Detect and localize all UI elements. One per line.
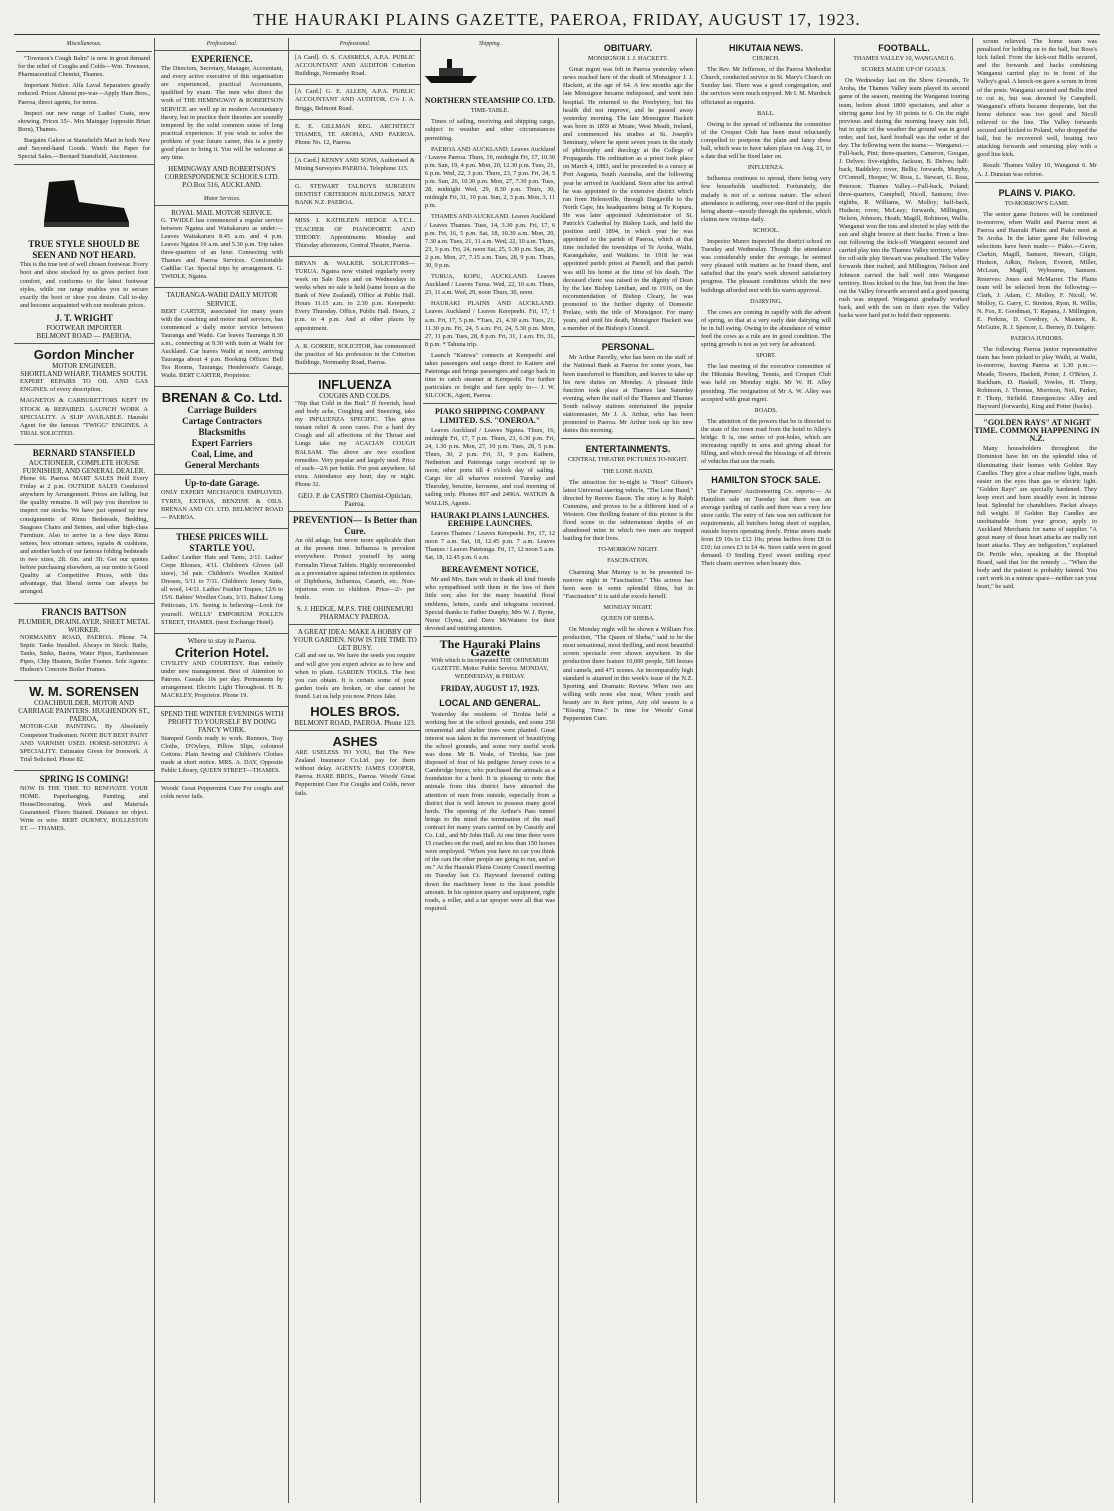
ad-name: BRENAN & Co. Ltd. (161, 390, 283, 406)
ad-gillman (289, 119, 421, 153)
ad-body: This is the true test of well chosen footwear. Every boot and shoe stocked by us gives perfect foot comfort, and conforms to the latest footwear styles, while our range enables you to secure exactly the boot or shoe you desire. Call to-day and become acquainted with our moderate prices. (20, 261, 149, 309)
ad-bargains: Bargains Galore at Stansfield's Mart in both New and Second-hand Goods. Watch the Paper for Special Sales.—Bernard Stansfield, Auctioneer. (18, 136, 150, 161)
ad-garage (155, 474, 289, 527)
divider (16, 51, 152, 52)
juniors-body: The following Paeroa junior representative team has been picked to play Waihi, at Waihi, to-morrow, leaving Paeroa at 1.30 p.m.:— Meade, Towers, Hackett, Potter, J. O'Brien, J. Rackham, D. Haskell, Vowles, H. Thorp, Robinson, J. Thomas, Morrison, Neil, Parker, F. Thorp, Sirfield. Emergencies: Alley and Hayward (forwards), King and Potter (backs). (977, 346, 1097, 410)
ad-bryan-walker (289, 256, 421, 339)
ad-ashes (289, 730, 421, 804)
ad-name: SPRING IS COMING! (39, 773, 129, 784)
personal-body: Mr Arthur Parrelly, who has been on the staff of the National Bank at Paeroa for some years, has been transferred to Hamilton, and leaves to take up his new duties on Monday. A pleasant little function took place at Thames last Saturday evening, when the staff of the Thames and Thames South railway stations entertained the popular stationmaster, Mr J. A. Arthur, who has been promoted to Paeroa. Mr Arthur took up his new duties this morning. (563, 354, 693, 435)
divider (423, 403, 557, 404)
film-title: FASCINATION. (607, 557, 649, 565)
plains-piako-body: The senior game fixtures will be continued to-morrow, when Waihi and Paeroa meet at Paeroa and Hauraki Plains and Piako meet at Te Aroha. In the latter game the following selections have been made:— Piako.—Gavin, Clarkin, Magill, Samson, Stewart, Gilgin, Hudson, Adkin, Nelson, Everett, Miller, McLean, Magill, Wybourne, Samson. Reserves: Jones and McMarrer. The Plains team will be selected from the following:— Clark, J. Adam, C. Molloy, F. Nicoll, W. Molloy, G. Garry, C. Stretton, Ryan, R. Willis, N. Fox, E. Goodman, T. Rapana, J. Millington, E. Perkins, D. Cowdrey, A. Masters, R. McGuire, R. J. Spencer, L. Berney, D. Dalgety. (977, 210, 1097, 332)
influenza-body: Influenza continues to spread, there being very few households unaffected. Fortunately, the malady is not of a serious nature. The school attendance is suffering, over one-third of the pupils being absent—mostly through the epidemic, which claims new victims daily. (701, 175, 831, 223)
ad-body: E. E. GILLMAN REG. ARCHITECT THAMES, TE AROHA, AND PAEROA. Phone No. 12, Paeroa. (295, 122, 415, 146)
boot-illustration (29, 172, 139, 232)
ad-influenza (289, 373, 421, 511)
section-heading: Motor Services. (203, 195, 241, 202)
ad-woods (155, 781, 289, 807)
ad-name: Gordon Mincher (33, 347, 135, 363)
gazette-nameplate: The Hauraki Plains Gazette (439, 636, 541, 659)
ad-body: [A Card]. O. S. CASSRELS, A.P.A. PUBLIC ACCOUNTANT AND AUDITOR Criterion Buildings, Normanby Road. (295, 54, 415, 78)
subhead-church: CHURCH. (752, 55, 780, 63)
ad-cassrels (289, 50, 421, 84)
local-general-body: Yesterday the residents of Tirohia held a working bee at the school grounds, and some 250 ornamental and shelter trees were planted. Great interest was taken in the movement of beautifying the school grounds, and some very useful work was done. Mr B. Veale, of Tirohia, has just disposed of four of his pedigree Jersey cows to a Cambridge buyer, who purchased the animals as a foundation for a herd. It is pleasing to note that animals from this district have attracted the attention of men from outside, especially from a district that is well known to possess many good herds. The opening of the Arthur's Pass tunnel brings to the mind the termination of the mail contract for many years carried on by Cassidy and Co. Ltd., and Mr John Hall. At one time there were 15 coaches on the road, and no less than 150 horses were employed. "When you have no car you think of the cars the other people are going to run, and so on." At the Hauraki Plains County Council meeting on Tuesday last Cr. Hayward favoured cutting down the machinery bone to the least possible amount. In his opinion quarry and equipment, right roads, a roller, and a tar sprayer were all that was required. (425, 710, 555, 912)
ad-body: Phone 66. Paeroa. MART SALES Held Every Friday at 2 p.m. OUTSIDE SALES Conducted anywhere by Arrangement. Prices are falling, but the quality remains. It will pay you therefore to inspect our stocks. We have just opened up new consignments of Rimu Bedsteads, Bedding, Seagrass Chairs and Settees, and other high-class Furniture. Also to arrive in a few days Rimu settees, box ottoman settees, squabs & cushions, and another batch of our famous folding bedsteads in two sizes, 2ft. 6in. and 3ft. Get our quotes before purchasing elsewhere, as our motto is Good Quality at Competitive Prices, with this advantage, that liberal terms can always be arranged. (20, 475, 149, 596)
ad-alfa-laval: Important Notice. Alfa Laval Separators greatly reduced. Prices Almost pre-war—Apply Hare Bros., Paeroa, direct agents, for terms. (18, 82, 150, 106)
column-hikutaia (696, 38, 835, 1503)
steamship-illustration (421, 54, 481, 86)
ad-body: MAGNETOS & CARBURETTORS KEPT IN STOCK & REPAIRED. LAUNCH WORK A SPECIALITY. A SLIP AVAILABLE. Hauraki Agent for the famous "TWIGG" ENGINES. A TRIAL SOLICITED. (20, 397, 148, 437)
ad-body: The Directors, Secretary, Manager, Accountant, and every active executive of this organisation are experienced, practical Accountants, qualified by exam. The men who direct the work of THE HEMINGWAY & ROBERTSON SERVICE are well up in modern Accountancy theory, but in practice their theories are soundly tempered by the solid common sense of long practical experience. If you wish to solve the problem of your future career, this is a pretty good place to bring it. You will be welcome at any time. (161, 65, 283, 162)
ad-subtitle: AUCTIONEER, COMPLETE HOUSE FURNISHER, AND GENERAL DEALER. (22, 458, 146, 475)
gazette-subtitle: With which is incorporated THE OHINEMURI GAZETTE. Motto: Public Service. MONDAY, WEDNESDAY, & FRIDAY. (431, 657, 549, 681)
subhead-roads: ROADS. (754, 406, 778, 414)
ad-body: "Nip that Cold in the Bud." If feverish, head and body ache, Coughing and Sneezing, take my INFLUENZA SPECIFIC. This gives instant relief & soon cures. For a hard dry Cough and all affections of the Throat and Lungs take my ACACIAN COUGH BALSAM. The above are two excellent remedies. Very popular and largely used. Price of each—2/6 per bottle. For post anywhere, 6d extra. Attendance any hour, day or night. Phone 32. (295, 400, 415, 488)
ad-name: ASHES (332, 734, 378, 750)
football-heading: FOOTBALL. (878, 43, 930, 53)
ad-name: J. T. WRIGHT (55, 312, 113, 323)
ad-name: ROYAL MAIL MOTOR SERVICE. (171, 208, 273, 217)
film-title: THE LONE HAND. (602, 467, 654, 475)
obituary-subject: MONSIGNOR J. J. HACKETT. (588, 55, 668, 63)
ad-coats: Inspect our new range of Ladies' Coats, now showing. Prices 35/-. Mrs Maingay (opposite Brian Boru), Thames. (18, 109, 150, 133)
bereavement-body: Mr and Mrs. Bain wish to thank all kind friends who sympathised with them in the loss of their little son; also for the many beautiful floral emblems, letters, cards and telegrams received. Special thanks to Father Dunphy, Mrs W. J. Byrne, Nurse Clyma, and Dave McWatters for their devoted and untiring attention. (425, 576, 555, 632)
local-general-heading: LOCAL AND GENERAL. (439, 698, 541, 709)
issue-date: FRIDAY, AUGUST 17, 1923. (440, 684, 540, 694)
launches-body: Leaves Thames / Leaves Kerepeehi. Fri, 17, 12 noon 7 a.m. Sat, 18, 12.45 p.m. 7 a.m. Leaves Thames / Leaves Patetonga. Fri, 17, 12 noon 5 a.m. Sat, 18, 12.45 p.m. 6 a.m. (425, 529, 555, 562)
film-body: The attraction for to-night is "Hoot" Gibson's latest Universal starring vehicle, "The Lone Hand," directed by Reeves Eason. The story is by Ralph Cummins, and proves to be a different kind of a Western. One thrilling feature of this picture is the flood scene in the subterranean depths of an abandoned mine in which two men are trapped battling for their lives. (563, 478, 693, 543)
golden-rays-body: Many householders throughout the Dominion have hit on the splendid idea of illuminating their homes with Golden Ray Candles. They give a clear mellow light, much easier on the eyes than gas or electric light. "Golden Rays" are specially hardened. They keep erect and burn steadily even in intense heat. Splendid for chandeliers. Packet always full weight. If Golden Ray Candles are unobtainable from your grocer, apply to Auckland Merchants for name of supplier. "A great many of these heart attacks are really not heart attacks. They are indigestion," explained Dr. Pertile who, speaking at the Hospital Board, said that for the remedy ... "When the body and the patient is probably fainted. You can't work in a minute space—neither can your heart," he said. (977, 445, 1097, 590)
ad-name: Criterion Hotel. (175, 644, 269, 660)
timetable-thames-auckland: THAMES AND AUCKLAND. Leaves Auckland / Leaves Thames. Tues, 14, 3.30 p.m. Fri, 17, 6 p.m. Fri, 16, 5 p.m. Sat, 18, 10.30 a.m. Mon, 20, 7.30 a.m. Tues, 21, 11 a.m. Wed, 22, 10 a.m. Thurs, 23, 3 p.m. Fri, 24, noon Sat, 25, 5.30 p.m. Sun, 26, 2 p.m. Mon, 27, 7.15 a.m. Tues, 28, 9 p.m. Thurs, 30, 9 p.m. (425, 213, 556, 269)
divider (561, 336, 695, 337)
ad-name: EXPERIENCE. (191, 54, 253, 65)
ad-royal-mail (155, 205, 289, 288)
ad-address: BELMONT ROAD, PAEROA. Phone 123. (294, 719, 416, 727)
timetable-heading: TIME-TABLE. (470, 107, 510, 115)
ad-name: THESE PRICES WILL STARTLE YOU. (176, 531, 268, 553)
ad-body: G. STEWART TALBOYS SURGEON DENTIST CRITERION BUILDINGS. NEXT BANK N.Z. PAEROA. (295, 183, 415, 207)
ad-tauranga (155, 287, 289, 386)
divider (975, 182, 1099, 183)
subhead-influenza: INFLUENZA. (747, 164, 785, 172)
ball-body: Owing to the spread of influenza the committee of the Croquet Club has been most reluctantly compelled to postpone the plain and fancy dress ball, which was to have taken place on Aug. 21, to a date that will be fixed later on. (701, 120, 831, 161)
ad-talboys (289, 179, 421, 213)
ad-wells (155, 528, 289, 633)
piako-body: Leaves Auckland / Leaves Ngatea. Thurs, 16, midnight Fri, 17, 7 p.m. Thurs, 23, 6.30 p.m. Fri, 24, 1.30 p.m. Mon, 27, 10 p.m. Tues, 28, 5 p.m. Thurs, 30, 2 p.m. Fri, 31, 9 p.m. Kaihere, Netherton and Patetonga cargo received up to noon; other ports till 4 o'clock day of sailing. Cargo for all wharves received Tuesday and Thursday, benzine, kerosene, and coal morning of sailing only. Phones 897 and 2496A. WATKIN & WALLIS, Agents. (425, 426, 555, 507)
church-body: The Rev. Mr Jefferson, of the Paeroa Methodist Church, conducted service in St. Mary's Church on Sunday last. There was a good congregation, and the services were much enjoyed. Mr I. M. Murdock officiated as organist. (701, 66, 831, 106)
brenan-line: Expert Farriers (191, 438, 253, 449)
column-obituary (558, 38, 697, 1503)
ad-body: ONLY EXPERT MECHANICS EMPLOYED. TYRES, EXTRAS, BENZINE & OILS. BRENAN AND CO. LTD. BELMONT ROAD — PAEROA. (161, 489, 283, 521)
brenan-line: Blacksmiths (198, 427, 246, 438)
ad-name: BERNARD STANSFIELD (32, 447, 136, 458)
brenan-line: Cartage Contractors (182, 416, 262, 427)
film-title: QUEEN OF SHEBA. (601, 615, 655, 622)
juniors-heading: PAEROA JUNIORS. (1010, 335, 1064, 343)
ad-brenan (155, 386, 289, 474)
divider (561, 438, 695, 439)
ad-prevention (289, 511, 421, 624)
ad-sorensen (14, 680, 154, 770)
timetable-note: Times of sailing, receiving and shipping cargo, subject to weather and other circumstances permitting. (425, 118, 555, 142)
ad-body: BERT CARTER, associated for many years with the coaching and motor mail services, has commenced a daily motor service between Tauranga and Waihi. Car leaves Tauranga 8.30 a.m., connecting at 9.30 with train at Waihi for Auckland. Car leaves Waihi at noon, arriving Tauranga about 4 p.m. Booking Offices: Bell Tea Rooms, Tauranga; Henderson's Garage, Waihi. BERT CARTER, Proprietor. (161, 307, 283, 380)
ad-stansfield (14, 444, 154, 603)
timetable-paeroa-auckland: PAEROA AND AUCKLAND. Leaves Auckland / Leaves Paeroa. Thurs, 16, midnight Fri, 17, 10.30 p.m. Sun, 19, 4 p.m. Mon, 20, 12.30 p.m. Tues, 21, 6 p.m. Wed, 22, 3 p.m. Thurs, 23, 7 p.m. Fri, 24, 5 p.m. Sun, 26, 10.30 p.m. Mon, 27, 7.30 p.m. Tues, 28, midnight Wed, 29, 8.30 p.m. Thurs, 30, midnight Fri, 31, 10 p.m. Sun, 2, 3 p.m. Mon, 3, 11 p.m. (425, 145, 555, 210)
ad-address: SHORTLAND WHARF, THAMES SOUTH. (20, 370, 148, 379)
brenan-line: Carriage Builders (187, 405, 257, 416)
ad-body: [A Card.] KENNY AND SONS, Authorised & Mining Surveyors PAEROA. Telephone 115. (295, 156, 415, 173)
ad-body: MISS I. KATHLEEN HEDGE A.T.C.L. TEACHER OF PIANOFORTE AND THEORY. Appointments Monday and Thursday afternoons, Central Theatre, Paeroa. (295, 217, 415, 249)
brenan-line: General Merchants (184, 460, 260, 471)
ad-body: NORMANBY ROAD, PAEROA. Phone 74. Septic Tanks Installed. Always in Stock: Baths, Tanks, Sinks, Basins, Water Pipes, Earthenware Pipes, Chip Heaters, Boiler Frames. Sole Agents: Hudson's Concrete Boiler Frames. (20, 633, 148, 674)
ad-hemingway (155, 50, 289, 192)
ad-body: BRYAN & WALKER. SOLICITORS—TURUA. Ngatea now visited regularly every week on Sale Days and on Wednesdays in weeks when no sale is held (same hours as the Bank of New Zealand). Office at Public Hall. Hours 11.15 a.m. to 2.30 p.m. Kerepeehi: Every Thursday. Office, Public Hall. Hours, 2 p.m. to 4 p.m. And at other places by appointment. (295, 259, 415, 332)
timetable-hauraki-plains: HAURAKI PLAINS AND AUCKLAND. Leaves Auckland / Leaves Kerepeehi. Fri, 17, 1 a.m. Fri, 17, 5 p.m. *Tues, 21, 4.30 a.m. Tues, 21, 11.30 p.m. Fri, 24, 5 a.m. Fri, 24, 5.30 p.m. Mon, 27, 11 p.m. Tues, 28, 8 p.m. Fri, 31, 1 a.m. Fri, 31, 8 p.m. * Tahuna trip. (425, 300, 555, 348)
plains-piako-heading: PLAINS V. PIAKO. (998, 187, 1076, 198)
ad-name: Up-to-date Garage. (184, 478, 260, 489)
plains-piako-subhead: TO-MORROW'S GAME. (1004, 199, 1070, 207)
ad-name: PREVENTION— Is Better than Cure. (292, 515, 418, 537)
timetable-launch: Launch "Katewa" connects at Kerepeehi and takes passengers and cargo direct to Kaitere and Patetonga and brings passengers and cargo back in time to catch steamer at Kerepeehi. For further particulars re freight and fare apply to— J. W. SILCOCK, Agent, Paeroa. (425, 351, 555, 400)
golden-rays-heading: "GOLDEN RAYS" AT NIGHT TIME. COMMON HAPPENING IN N.Z. (974, 418, 1100, 444)
obituary-body: Great regret was felt in Paeroa yesterday when news reached here of the death of Monsignor J. J. Hackett, at the age of 64. A few months ago the late Monsignor became indisposed, and went into hospital. He returned to the Presbytery, but his health did not improve, and he passed away yesterday morning. The late Monsignor Hackett was born in 1859 at Moate, West Meath, Ireland, and commenced his studies at St. Joseph's Seminary, where he spent seven years in the study of philosophy and theology at the College of Propaganda. His ordination as a priest took place on March 4, 1883, and he proceeded to a curacy at Port Augusta, South Australia, and the following year he arrived in Auckland. Soon after his arrival he was appointed to the extensive district which ran from Helensville, through Dargaville to the North Cape, his headquarters being at Te Kopuru. He was later appointed Administrator of St. Patrick's Cathedral by Bishop Luck, and held the position until 1894, in which year he was appointed to the parish of Paeroa, which at that time included the townships of Te Aroha, Waihi, Karangahake, and Waikino. In 1918 he was appointed parish priest at Parnell, and that parish was still his home at the time of his death. The deceased cleric was raised to the dignity of Dean by the late Bishop Lenihan, and in 1916, on the recommendation of Bishop Cleary, he was promoted to the further dignity of Domestic Prelate, with the title of Monsignor. For many years, and until his death, Monsignor Hackett was a member of the Bishop's Council. (563, 66, 693, 333)
school-body: Inspector Munro inspected the district school on Tuesday and Wednesday. Though the attendance was considerably under the average, he seemed very pleased with matters as he found them, and satisfied that the year's work showed satisfactory progress. The pleasant conditions which the new buildings afforded met with his warm approval. (701, 237, 831, 294)
ad-body: MOTOR-CAR PAINTING. By Absolutely Competent Tradesmen. NONE BUT BEST PAINT AND VARNISH USED. HORSE-SHOEING A SPECIALITY. Estimates Given for Ironwork. A Trial Solicited. Phone 82. (20, 723, 148, 763)
column-professional-cards (288, 38, 421, 1503)
brenan-line: Coal, Lime, and (191, 449, 253, 460)
ad-subtitle: Where to stay in Paeroa. (187, 636, 257, 645)
section-heading: Professional. (206, 41, 238, 47)
entertainments-heading: ENTERTAINMENTS. (585, 444, 671, 455)
ad-subtitle: FOOTWEAR IMPORTER (46, 323, 122, 332)
ad-name: W. M. SORENSEN (29, 684, 139, 700)
ad-subtitle: MOTOR ENGINEER. (52, 362, 116, 371)
bereavement-heading: BEREAVEMENT NOTICE. (441, 565, 539, 575)
showing-date: TO-MORROW NIGHT. (597, 546, 659, 554)
ad-address: GEO. P. de CASTRO Chemist-Optician, Paeroa. (298, 492, 412, 509)
piako-heading: PIAKO SHIPPING COMPANY LIMITED. S.S. "ONEROA." (434, 407, 546, 425)
subhead-dairying: DAIRYING. (750, 297, 782, 305)
ad-name: FRANCIS BATTSON (41, 606, 127, 617)
ad-hedge (289, 213, 421, 255)
ad-subtitle: A GREAT IDEA: MAKE A HOBBY OF YOUR GARDEN. NOW IS THE TIME TO GET BUSY. (293, 628, 417, 653)
ad-gorrie (289, 339, 421, 373)
masthead-rule (14, 34, 1100, 35)
subhead-sport: SPORT. (756, 352, 776, 360)
football-body: On Wednesday last on the Show Grounds, Te Aroha, the Thames Valley team played its second game of the season, meeting the Wanganui touring team, before about 1800 spectators, and after a stirring game lost by 10 points to 6. On the night previous and during the morning heavy rain fell, but in spite of the weather the ground was in good order, and fast, hard football was the order of the day. The following were the teams:— Wanganui.—Full-back, Pini; three-quarters, Cameron, Googan, J. Delves; five-eighths, Jackson, B. Delves; half-back, Baddeley; rover, Bellis; forwards, Murphy, O'Connell, Hooper, W. Ross, L. Stewart, G. Ross, Peterson. Thames Valley.—Full-back, Poland; three-quarters, Campbell, Nicoll, Samson; five-eighths, R. Williams, W. Molloy; half-back, Hudson; rover, McLeay; forwards, Millington, Nelson, Johnson, Heath, Magill, Robinson, Wallis. Wanganui won the toss and elected to play with the sun and slight breeze at their backs. From a line-out following the kick-off Wanganui secured and carried play into the Thames Valley territory, where for off-side play Stewart was penalised. The Valley forwards then rushed, and Millington, Nelson and Johnson carried the ball well into Wanganui territory. Ross kicked to the line, but from the line-out the Valley forwards secured and a good passing rush was stopped. Wanganui gradually worked back, and with the sun in their eyes the Valley backs were hard put to hold their opponents. (839, 77, 969, 319)
roads-body: The attention of the powers that be is directed to the state of the town road from the hotel to Alley's bridge. It is, one series of pot-holes, which are increasing rapidly in area and giving ahead for filling, and which reveal the blessings of all drivers of vehicles that use the roads. (701, 417, 831, 466)
hikutaia-heading: HIKUTAIA NEWS. (729, 43, 803, 53)
match-subhead: SCORES MADE UP OF GOALS. (861, 66, 947, 74)
film-body: Charming Mae Murray is to be presented to-morrow night in "Fascination." This actress has been seen in some splendid films, but in "Fascination" it is said she excels herself. (563, 568, 693, 600)
column-sport-continued (972, 38, 1101, 1503)
sport-body: The last meeting of the executive committee of the Hikutaia Bowling, Tennis, and Croquet Club was held on Monday night. Mr W. H. Alley presiding. The resignation of Mr A. W. Alley was accepted with great regret. (701, 363, 831, 403)
ad-name: INFLUENZA (318, 376, 392, 392)
ad-subtitle: PLUMBER, DRAINLAYER, SHEET METAL WORKER. (18, 617, 150, 634)
dairying-body: The cows are coming in rapidly with the advent of spring, so that at a very early date dairying will be in full swing. Owing to the abundance of winter feed the cows as a rule are in good condition. The spring growth is not as yet very far advanced. (701, 308, 831, 349)
ad-body: G. TWIDLE has commenced a regular service between Ngatea and Waitakaruru as under:— Leaves Waitakaruru 8.45 a.m. and 4 p.m. Leaves Ngatea 10 a.m. and 5.30 p.m. Trip takes three-quarters of an hour. Connecting with Thames and Paeroa Services. Comfortable Cadillac Car. Special trips by arrangement. G. TWIDLE, Ngatea. (161, 216, 283, 281)
section-heading: Professional. (339, 41, 371, 47)
ad-body: CIVILITY AND COURTESY. Run entirely under new management. Best of Attention to Patrons. Casuals 10s per day. Permanents by arrangement. Electric Light Throughout. H. B. MACKLEY, Proprietor. Phone 19. (161, 659, 283, 700)
column-miscellaneous (14, 38, 154, 1503)
ad-body: ARE USELESS TO YOU, But The New Zealand Insurance Co.Ltd. pay for them without delay. AGENTS: JAMES COOPER, Paeroa. HARE BROS., Paeroa. Woods' Great Peppermint Cure For Coughs and Colds, never fails. (295, 749, 415, 797)
ad-subtitle: COACHBUILDER, MOTOR AND CARRIAGE PAINTERS. HUGHENDON ST., PAEROA, (18, 699, 150, 724)
ad-townson: "Townson's Cough Balm" is now in great demand for the relief of Coughs and Colds—Wm. Townson, Pharmaceutical Chemist, Thames. (18, 55, 150, 79)
ad-body: Woods' Great Peppermint Cure For coughs and colds never fails. (161, 785, 283, 801)
ad-mincher (14, 343, 154, 444)
ad-address: S. J. HEDGE, M.P.S. THE OHINEMURI PHARMACY PAEROA. (296, 604, 414, 622)
column-football (834, 38, 973, 1503)
showing-date: MONDAY NIGHT. (603, 603, 653, 611)
ad-body: Call and see us. We have the seeds you require and will give you expert advice as to how and when to plant. GARDEN TOOLS. The best you can obtain. It is certain some of your garden tools are broken, or else cannot be found. Let us help you now. Prices Jake. (295, 652, 415, 700)
subhead-ball: BALL. (757, 109, 775, 117)
section-heading: Shipping. (478, 41, 502, 47)
ad-battson (14, 603, 154, 681)
stock-sale-body: The Farmers' Auctioneering Co. reports:— At Hamilton sale on Tuesday last there was an average yarding of cattle and there was a very few store cattle. The entry of fats was not sufficient for requirements, all butchers being short of supplies, outside buyers operating freely. Prime steers made from £9 10s to £12 10s; prime heifers from £8 to £10; fat cows £3 to £4 4s. Store cattle were in good demand. O Smiling Eyes! sweet smiling eyes! Their charm survives when beauty dies. (701, 487, 831, 568)
ad-body: Ladies' Leather Hats and Tams, 2/11. Ladies' Crepe Blouses, 4/11. Children's Gloves (all sizes), 3d pair. Children's Woollen Knitted Dresses, 5/11 to 7/11. Children's Jersey Suits, all wool, 14/11. Ladies' Feather Toques, 12/6 to 15/6. Babies' Woollen Coats, 3/11. Babies' Long Petticoats, 1/6. Seeing is believing—Look for yourself. WELLS' EMPORIUM POLLEN STREET, THAMES. (next Exchange Hotel). (161, 553, 283, 626)
ad-heading: TRUE STYLE SHOULD BE SEEN AND NOT HEARD. (28, 239, 140, 261)
ad-name: HOLES BROS. (310, 704, 400, 719)
company-name: NORTHERN STEAMSHIP CO. LTD. (424, 96, 556, 106)
divider (699, 469, 833, 470)
launches-heading: HAURAKI PLAINS LAUNCHES. EREHIPE LAUNCHES. (430, 510, 550, 528)
ad-name: SPEND THE WINTER EVENINGS WITH PROFIT TO YOURSELF BY DOING FANCY WORK. (160, 710, 284, 735)
ad-body: A. R. GORRIE, SOLICITOR, has commenced the practice of his profession in the Criterion Buildings, Normanby Road, Paeroa. (295, 342, 415, 366)
column-shipping (420, 38, 559, 1503)
personal-heading: PERSONAL. (601, 342, 655, 353)
ad-address: HEMINGWAY AND ROBERTSON'S CORRESPONDENCE SCHOOLS LTD. P.O.Box 516, AUCKLAND. (164, 165, 280, 190)
ad-wright (14, 164, 154, 343)
stock-sale-heading: HAMILTON STOCK SALE. (711, 475, 821, 486)
ad-body: NOW IS THE TIME TO RENOVATE YOUR HOME. Paperhanging, Painting, and HouseDecorating. Work and Materials Guaranteed. Floors Stained. Distance no object. Write or wire. BERT DURNEY, ROLLESTON ST. — THAMES. (20, 784, 148, 833)
section-heading: Miscellaneous. (66, 41, 102, 47)
ad-criterion (155, 633, 289, 707)
ad-holes (289, 624, 421, 730)
ad-allen (289, 84, 421, 118)
football-continued: scrum relieved. The home team was penalised for holding on to the ball, but Ross's kick failed. From the kick-out Bellis secured, and the forwards and backs combining Wanganui carried play to in front of the Valley's goal. A knock-on gave a scrum in front of the posts. Wanganui secured and Bellis tried to cut in, but was downed by Campbell. Wanganui's efforts became desperate, but the home defence was too good and Nicoll relieved to the line. The Valley forwards secured and kicked to Poland, who dropped the ball, but he recovered well, beating two attacking forwards and returning play with a good line kick. (977, 38, 1097, 159)
obituary-heading: OBITUARY. (603, 43, 653, 53)
ad-body: EXPERT REPAIRS TO OIL AND GAS ENGINES. of every description. (20, 378, 148, 394)
ad-body: An old adage, but never more applicable than at the present time. Influenza is prevalent everywhere. Protect yourself by using Formalin Throat Tablets. Highly recommended as a preventative against infection in epidemics of Diphtheria, Influenza, Catarrh, etc. Non-injurious even to children. Price—2/- per bottle. (295, 537, 415, 601)
ad-durney (14, 770, 154, 840)
ad-subtitle: COUGHS AND COLDS. (319, 391, 391, 400)
masthead: THE HAURAKI PLAINS GAZETTE, PAEROA, FRIDAY, AUGUST 17, 1923. (253, 10, 861, 29)
ad-body: [A Card.] G. E. ALLEN, A.P.A. PUBLIC ACCOUNTANT AND AUDITOR. C/o J. A. Briggs, Belmont Road. (295, 88, 415, 112)
match-result: THAMES VALLEY 10, WANGANUI 6. (853, 55, 955, 63)
ad-fancy-work (155, 706, 289, 781)
subhead-school: SCHOOL. (752, 226, 780, 234)
ad-address: BELMONT ROAD — PAEROA. (36, 331, 132, 340)
central-theatre: CENTRAL THEATRE PICTURES TO-NIGHT. (568, 456, 688, 464)
ad-kenny (289, 153, 421, 179)
ad-name: TAURANGA-WAIHI DAILY MOTOR SERVICE. (166, 291, 278, 308)
column-professional (154, 38, 289, 1503)
ad-body: Stamped Goods ready to work. Runners, Tray Cloths, D'Oyleys, Pillow Slips, coloured Cottons. Plain Sewing and Children's Clothes made at short notice. MRS. A. DAY, Opposite Public Library, QUEEN STREET—THAMES. (161, 734, 283, 774)
timetable-turua: TURUA, KOPU, AUCKLAND. Leaves Auckland / Leaves Turua. Wed, 22, 10 a.m. Thurs, 23, 11 a.m. Wed, 29, noon Thurs, 30, noon. (425, 273, 555, 297)
divider (975, 414, 1099, 415)
film-body: On Monday night will be shown a William Fox production, "The Queen of Sheba," said to be the most sensational, most thrilling, and most beautiful screen spectacle ever shown anywhere. In the production there feature 10,000 people, 500 horses and camels, and 471 scenes. An incomparably high standard is attained in this week's issue of the N.Z. Sporting and Dramatic Review. When two are willing with none else near, When youth and beauty are in their prime, Any old season is a "Kissing Time." In time for Woods' Great Peppermint Cure. (563, 626, 693, 723)
match-referee: Result: Thames Valley 10, Wanganui 6. Mr A. J. Dunstan was referee. (977, 162, 1097, 178)
